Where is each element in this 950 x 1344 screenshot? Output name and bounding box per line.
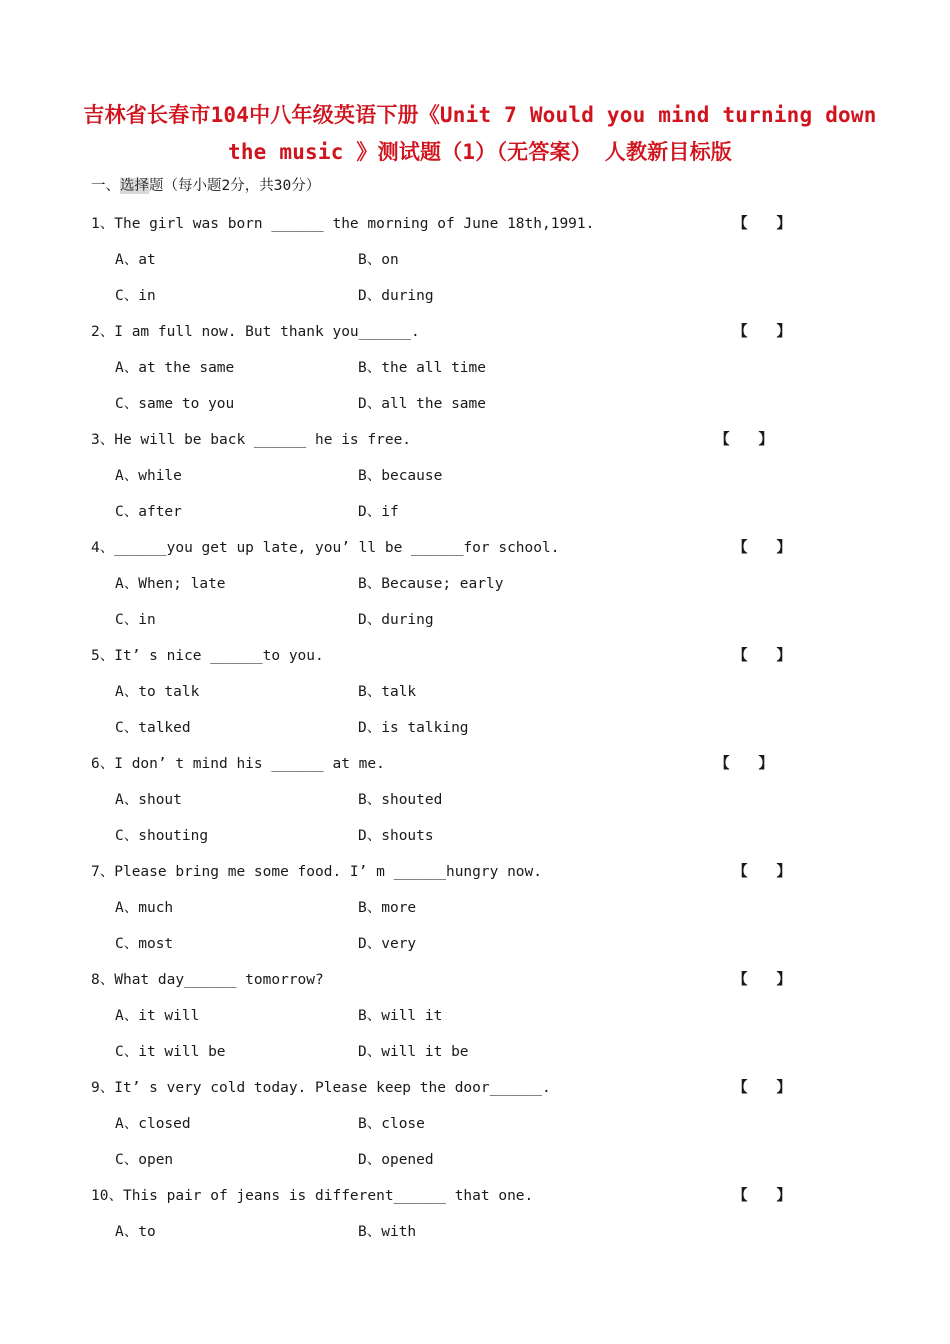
option-10a: A、to	[115, 1224, 156, 1240]
option-6a: A、shout	[115, 792, 182, 808]
option-2a: A、at the same	[115, 360, 235, 376]
answer-bracket-3: 【 】	[715, 432, 773, 448]
section-rest: 题（每小题2分，共30分）	[149, 178, 321, 194]
question-4: 4、______you get up late, you’ ll be ______for school.	[91, 540, 560, 556]
answer-bracket-2: 【 】	[733, 324, 791, 340]
option-5d: D、is talking	[358, 720, 469, 736]
question-8: 8、What day______ tomorrow?	[91, 972, 324, 988]
option-9a: A、closed	[115, 1116, 191, 1132]
option-8c: C、it will be	[115, 1044, 226, 1060]
answer-bracket-6: 【 】	[715, 756, 773, 772]
option-7d: D、very	[358, 936, 417, 952]
answer-bracket-9: 【 】	[733, 1080, 791, 1096]
question-3: 3、He will be back ______ he is free.	[91, 432, 412, 448]
option-7c: C、most	[115, 936, 174, 952]
option-2d: D、all the same	[358, 396, 486, 412]
question-2: 2、I am full now. But thank you______.	[91, 324, 420, 340]
question-10: 10、This pair of jeans is different______ that one.	[91, 1188, 534, 1204]
option-2b: B、the all time	[358, 360, 486, 376]
answer-bracket-4: 【 】	[733, 540, 791, 556]
option-6c: C、shouting	[115, 828, 209, 844]
option-4a: A、When; late	[115, 576, 226, 592]
answer-bracket-5: 【 】	[733, 648, 791, 664]
option-5a: A、to talk	[115, 684, 200, 700]
option-8a: A、it will	[115, 1008, 200, 1024]
option-8b: B、will it	[358, 1008, 443, 1024]
option-4b: B、Because; early	[358, 576, 504, 592]
option-5c: C、talked	[115, 720, 191, 736]
option-3a: A、while	[115, 468, 182, 484]
section-prefix: 一、	[91, 178, 120, 194]
option-4d: D、during	[358, 612, 434, 628]
section-heading	[91, 174, 320, 195]
question-5: 5、It’ s nice ______to you.	[91, 648, 324, 664]
option-3c: C、after	[115, 504, 182, 520]
option-3d: D、if	[358, 504, 399, 520]
option-4c: C、in	[115, 612, 156, 628]
option-10b: B、with	[358, 1224, 417, 1240]
option-1b: B、on	[358, 252, 399, 268]
answer-bracket-10: 【 】	[733, 1188, 791, 1204]
option-1d: D、during	[358, 288, 434, 304]
option-3b: B、because	[358, 468, 443, 484]
option-2c: C、same to you	[115, 396, 235, 412]
option-8d: D、will it be	[358, 1044, 469, 1060]
option-6d: D、shouts	[358, 828, 434, 844]
document-title-line-1: 吉林省长春市104中八年级英语下册《Unit 7 Would you mind turning down	[83, 103, 877, 127]
option-9b: B、close	[358, 1116, 425, 1132]
option-7a: A、much	[115, 900, 174, 916]
option-9d: D、opened	[358, 1152, 434, 1168]
option-1a: A、at	[115, 252, 156, 268]
section-highlight: 选择	[120, 178, 149, 194]
question-9: 9、It’ s very cold today. Please keep the door______.	[91, 1080, 551, 1096]
answer-bracket-1: 【 】	[733, 216, 791, 232]
question-7: 7、Please bring me some food. I’ m ______hungry now.	[91, 864, 542, 880]
option-7b: B、more	[358, 900, 417, 916]
option-6b: B、shouted	[358, 792, 443, 808]
question-6: 6、I don’ t mind his ______ at me.	[91, 756, 385, 772]
answer-bracket-8: 【 】	[733, 972, 791, 988]
option-9c: C、open	[115, 1152, 174, 1168]
answer-bracket-7: 【 】	[733, 864, 791, 880]
document-title-line-2: the music 》测试题（1）（无答案） 人教新目标版	[227, 140, 732, 164]
option-1c: C、in	[115, 288, 156, 304]
option-5b: B、talk	[358, 684, 417, 700]
question-1: 1、The girl was born ______ the morning of June 18th,1991.	[91, 216, 595, 232]
